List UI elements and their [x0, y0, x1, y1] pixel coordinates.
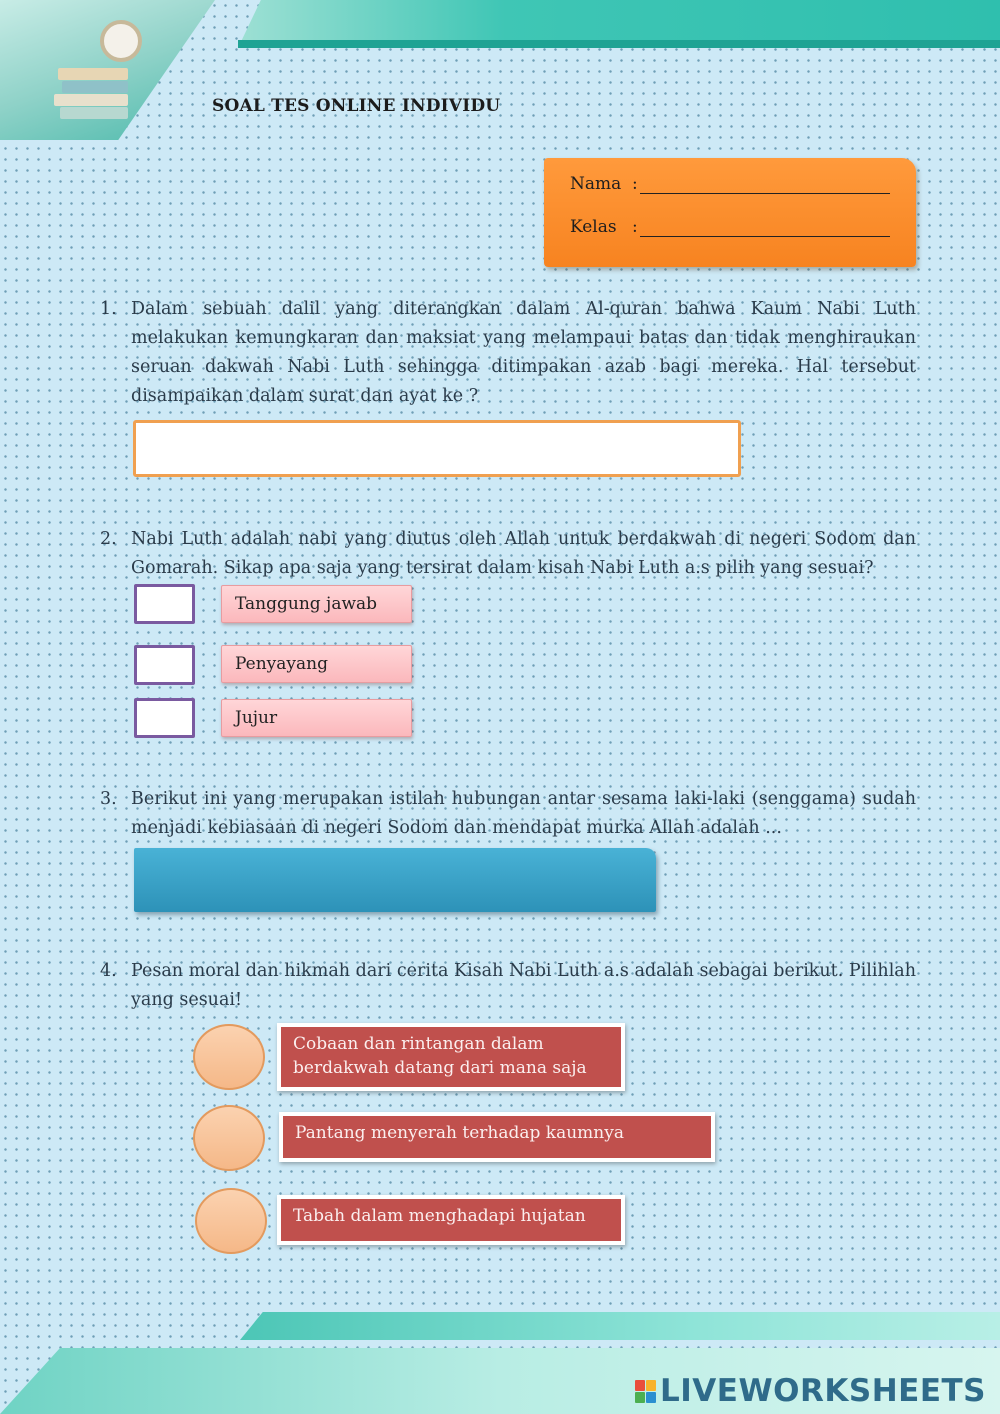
name-row	[570, 170, 890, 194]
class-field[interactable]	[640, 218, 890, 237]
question-1-answer-input[interactable]	[133, 420, 741, 477]
name-field[interactable]	[640, 175, 890, 194]
question-number: 3.	[100, 789, 117, 809]
question-text: Nabi Luth adalah nabi yang diutus oleh Allah untuk berdakwah di negeri Sodom dan Gomarah. Sikap apa saja yang tersirat dalam kisah Nabi Luth a.s pilih yang sesuai?	[131, 529, 916, 578]
option-label: Tabah dalam menghadapi hujatan	[277, 1195, 625, 1245]
question-text: Berikut ini yang merupakan istilah hubungan antar sesama laki-laki (senggama) sudah menjadi kebiasaan di negeri Sodom dan mendapat murka Allah adalah ...	[131, 789, 916, 838]
liveworksheets-logo[interactable]	[635, 1373, 986, 1409]
option-label: Cobaan dan rintangan dalam berdakwah datang dari mana saja	[277, 1023, 625, 1091]
question-3	[100, 785, 916, 843]
option-label: Tanggung jawab	[221, 585, 412, 623]
checkbox-option-3[interactable]	[134, 698, 195, 738]
identity-box	[544, 158, 916, 267]
checkbox-option-2[interactable]	[134, 645, 195, 685]
clock-icon	[100, 20, 142, 62]
question-number: 4.	[100, 961, 117, 981]
class-row	[570, 213, 890, 237]
option-label: Jujur	[221, 699, 412, 737]
class-label: Kelas	[570, 217, 617, 237]
header-decoration-photo	[0, 0, 215, 140]
question-1	[100, 295, 916, 411]
question-text: Pesan moral dan hikmah dari cerita Kisah Nabi Luth a.s adalah sebagai berikut. Pilihlah yang sesuai!	[131, 961, 916, 1010]
circle-option-3[interactable]	[195, 1188, 267, 1254]
question-3-answer-input[interactable]	[134, 848, 656, 912]
circle-option-1[interactable]	[193, 1024, 265, 1090]
bottom-banner	[240, 1312, 1000, 1340]
circle-option-2[interactable]	[193, 1105, 265, 1171]
name-colon: :	[632, 174, 638, 194]
checkbox-option-1[interactable]	[134, 584, 195, 624]
name-label: Nama	[570, 174, 622, 194]
option-label: Penyayang	[221, 645, 412, 683]
question-text: Dalam sebuah dalil yang diterangkan dalam Al-quran bahwa Kaum Nabi Luth melakukan kemungkaran dan maksiat yang melampaui batas dan tidak menghiraukan seruan dakwah Nabi Luth sehingga ditimpakan azab bagi mereka. Hal tersebut disampaikan dalam surat dan ayat ke ?	[131, 299, 916, 406]
question-4	[100, 957, 916, 1015]
top-banner-stripe	[238, 40, 1000, 48]
option-label: Pantang menyerah terhadap kaumnya	[279, 1112, 715, 1162]
question-2	[100, 525, 916, 583]
page-title: SOAL TES ONLINE INDIVIDU	[212, 96, 501, 116]
liveworksheets-logo-icon	[635, 1380, 656, 1403]
question-number: 1.	[100, 299, 117, 319]
class-colon: :	[632, 217, 638, 237]
logo-text: LIVEWORKSHEETS	[660, 1373, 986, 1409]
question-number: 2.	[100, 529, 117, 549]
